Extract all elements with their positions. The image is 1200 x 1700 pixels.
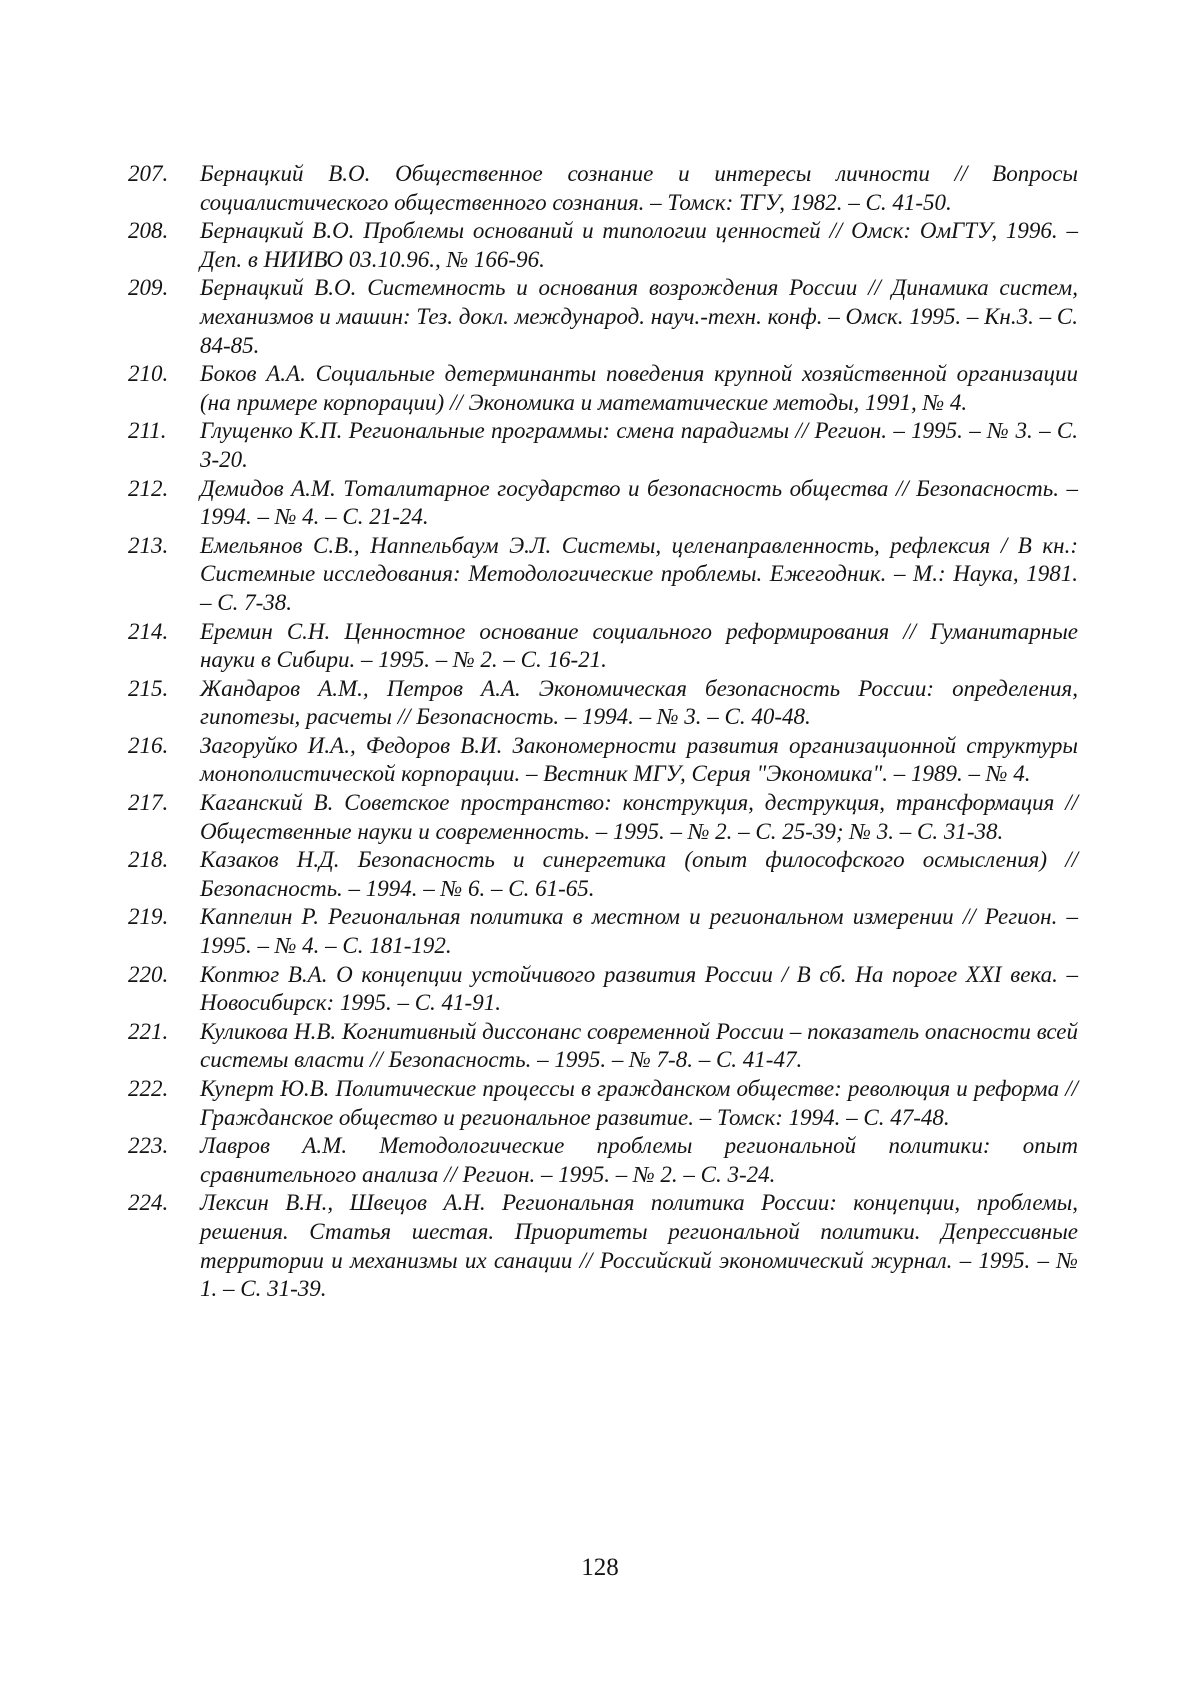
reference-text: Боков А.А. Социальные детерминанты поведения крупной хозяйственной организации (на примере корпорации) // Экономика и математические методы, 1991, № 4.: [200, 361, 1078, 415]
reference-text: Еремин С.Н. Ценностное основание социального реформирования // Гуманитарные науки в Сибири. – 1995. – № 2. – С. 16-21.: [200, 618, 1078, 673]
reference-text: Лексин В.Н., Швецов А.Н. Региональная политика России: концепции, проблемы, решения. Статья шестая. Приоритеты региональной политики. Депрессивные территории и механизмы их санации // Российский экономический журнал. – 1995. – № 1. – С. 31-39.: [200, 1190, 1078, 1302]
reference-text: Бернацкий В.О. Системность и основания возрождения России // Динамика систем, механизмов и машин: Тез. докл. международ. науч.-техн. конф. – Омск. 1995. – Кн.3. – С. 84-85.: [200, 275, 1078, 358]
reference-number: 216.: [128, 732, 169, 758]
reference-text: Глущенко К.П. Региональные программы: смена парадигмы // Регион. – 1995. – № 3. – С. 3-20.: [200, 418, 1078, 472]
reference-item: [128, 789, 1078, 846]
reference-text: Каппелин Р. Региональная политика в местном и региональном измерении // Регион. – 1995. – № 4. – С. 181-192.: [200, 904, 1078, 959]
reference-number: 222.: [128, 1076, 169, 1101]
reference-item: [128, 217, 1078, 274]
reference-list: [128, 160, 1078, 1304]
reference-item: [128, 274, 1078, 360]
reference-number: 219.: [128, 904, 169, 930]
reference-number: 218.: [128, 847, 169, 873]
reference-text: Загоруйко И.А., Федоров В.И. Закономерности развития организационной структуры монополистической корпорации. – Вестник МГУ, Серия "Экономика". – 1989. – № 4.: [200, 732, 1078, 787]
reference-text: Казаков Н.Д. Безопасность и синергетика (опыт философского осмысления) // Безопасность. – 1994. – № 6. – С. 61-65.: [200, 847, 1078, 901]
reference-text: Куперт Ю.В. Политические процессы в гражданском обществе: революция и реформа // Гражданское общество и региональное развитие. – Томск: 1994. – С. 47-48.: [200, 1076, 1078, 1130]
reference-number: 224.: [128, 1190, 169, 1216]
reference-text: Бернацкий В.О. Общественное сознание и интересы личности // Вопросы социалистического общественного сознания. – Томск: ТГУ, 1982. – С. 41-50.: [200, 161, 1078, 215]
reference-text: Куликова Н.В. Когнитивный диссонанс современной России – показатель опасности всей системы власти // Безопасность. – 1995. – № 7-8. – С. 41-47.: [200, 1018, 1078, 1073]
reference-number: 214.: [128, 618, 169, 644]
reference-item: [128, 675, 1078, 732]
reference-number: 210.: [128, 361, 169, 387]
reference-number: 212.: [128, 475, 169, 501]
reference-item: [128, 160, 1078, 217]
reference-text: Коптюг В.А. О концепции устойчивого развития России / В сб. На пороге XXI века. – Новосибирск: 1995. – С. 41-91.: [200, 961, 1078, 1016]
page-number: 128: [581, 1554, 619, 1581]
reference-item: [128, 1189, 1078, 1303]
reference-item: [128, 903, 1078, 960]
reference-text: Жандаров А.М., Петров А.А. Экономическая безопасность России: определения, гипотезы, расчеты // Безопасность. – 1994. – № 3. – С. 40-48.: [200, 675, 1078, 730]
reference-number: 208.: [128, 218, 169, 244]
reference-number: 217.: [128, 790, 169, 816]
reference-number: 207.: [128, 161, 169, 186]
reference-number: 209.: [128, 275, 169, 301]
reference-text: Бернацкий В.О. Проблемы оснований и типологии ценностей // Омск: ОмГТУ, 1996. – Деп. в НИИВО 03.10.96., № 166-96.: [200, 218, 1078, 272]
reference-item: [128, 1018, 1078, 1075]
reference-text: Демидов А.М. Тоталитарное государство и безопасность общества // Безопасность. – 1994. – № 4. – С. 21-24.: [200, 475, 1078, 530]
reference-text: Емельянов С.В., Наппельбаум Э.Л. Системы, целенаправленность, рефлексия / В кн.: Системные исследования: Методологические проблемы. Ежегодник. – М.: Наука, 1981. – С. 7-38.: [200, 532, 1078, 615]
reference-item: [128, 475, 1078, 532]
reference-number: 223.: [128, 1133, 169, 1159]
reference-item: [128, 618, 1078, 675]
reference-text: Каганский В. Советское пространство: конструкция, деструкция, трансформация // Общественные науки и современность. – 1995. – № 2. – С. 25-39; № 3. – С. 31-38.: [200, 790, 1078, 844]
reference-item: [128, 961, 1078, 1018]
reference-item: [128, 1075, 1078, 1132]
reference-number: 220.: [128, 961, 169, 987]
reference-item: [128, 360, 1078, 417]
reference-item: [128, 1132, 1078, 1189]
reference-number: 213.: [128, 532, 169, 558]
reference-text: Лавров А.М. Методологические проблемы региональной политики: опыт сравнительного анализа // Регион. – 1995. – № 2. – С. 3-24.: [200, 1133, 1078, 1187]
reference-number: 221.: [128, 1018, 169, 1044]
reference-item: [128, 532, 1078, 618]
reference-number: 211.: [128, 418, 167, 444]
reference-number: 215.: [128, 675, 169, 701]
reference-item: [128, 417, 1078, 474]
reference-item: [128, 846, 1078, 903]
reference-item: [128, 732, 1078, 789]
